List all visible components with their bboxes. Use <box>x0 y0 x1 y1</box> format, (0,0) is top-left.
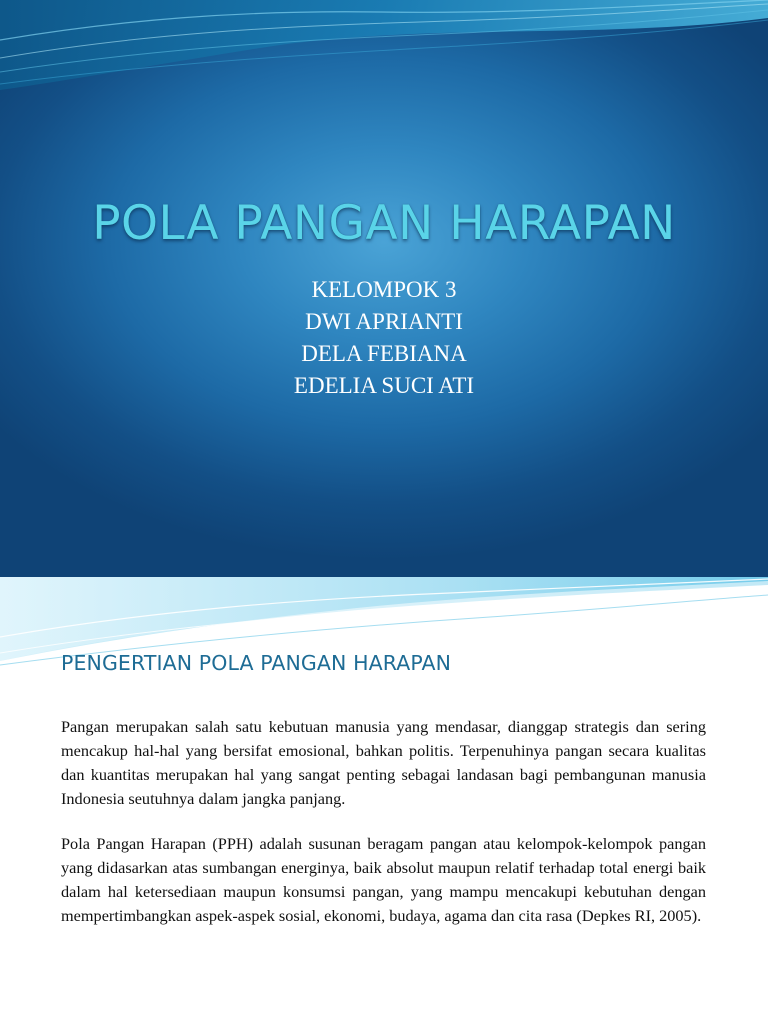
subtitle-line: DELA FEBIANA <box>301 341 467 366</box>
decorative-wave-graphic <box>0 0 768 90</box>
paragraph: Pangan merupakan salah satu kebutuan manusia yang mendasar, dianggap strategis dan sering mencakup hal-hal yang bersifat emosional, bahkan politis. Terpenuhinya pangan secara kualitas dan kuantitas merupakan hal yang sangat penting sebagai landasan bagi pembangunan manusia Indonesia seutuhnya dalam jangka panjang. <box>61 717 706 808</box>
paragraph: Pola Pangan Harapan (PPH) adalah susunan beragam pangan atau kelompok-kelompok pangan yang didasarkan atas sumbangan energinya, baik absolut maupun relatif terhadap total energi baik dalam hal ketersediaan maupun konsumsi pangan, yang mampu mencakupi kebutuhan dengan mempertimbangkan aspek-aspek sosial, ekonomi, budaya, agama dan cita rasa (Depkes RI, 2005). <box>61 834 706 925</box>
subtitle-line: KELOMPOK 3 <box>311 277 457 302</box>
subtitle-block <box>0 274 768 402</box>
subtitle-line: DWI APRIANTI <box>305 309 463 334</box>
subtitle-line: EDELIA SUCI ATI <box>293 373 475 398</box>
slide-title: POLA PANGAN HARAPAN <box>92 196 676 251</box>
content-slide <box>0 577 768 1024</box>
section-heading: PENGERTIAN POLA PANGAN HARAPAN <box>61 651 452 675</box>
